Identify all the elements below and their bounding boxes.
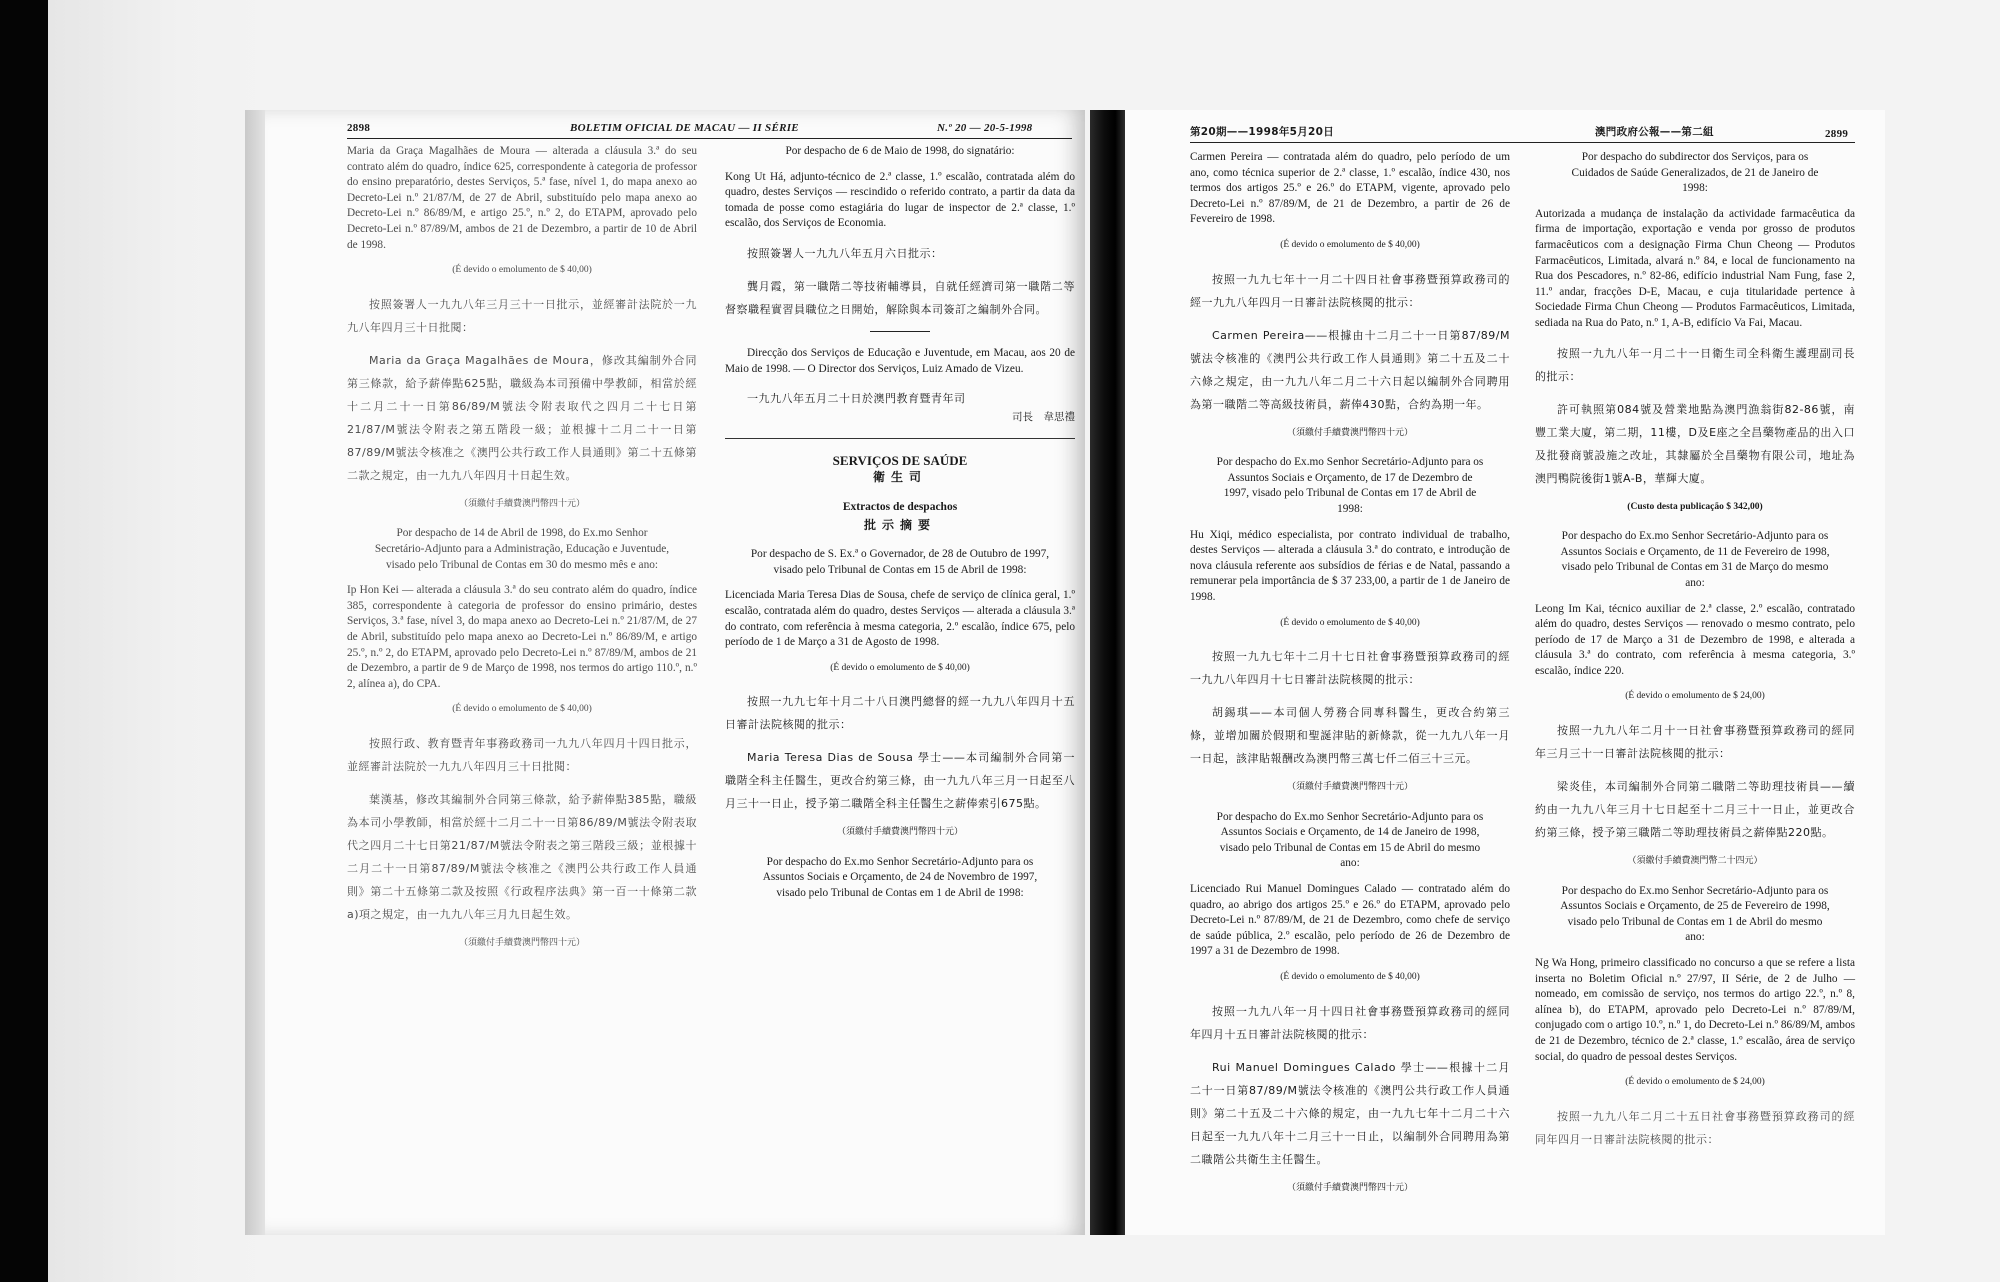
section-title: SERVIÇOS DE SAÚDE xyxy=(832,452,968,468)
header-rule xyxy=(347,138,1072,139)
paragraph-zh: Carmen Pereira——根據由十二月二十一日第87/89/M號法令核准的《澳門公共行政工作人員通則》第二十五及二十六條之規定，由一九九八年二月二十六日起以編制外合同聘用為第一職階二等高級技術員，薪俸430點，合約為期一年。 xyxy=(1190,328,1510,411)
fee-note-zh: （須繳付手續費澳門幣四十元） xyxy=(1286,1182,1413,1193)
journal-title-zh: 澳門政府公報——第二組 xyxy=(1595,126,1714,138)
signoff: Direcção dos Serviços de Educação e Juventude, em Macau, aos 20 de Maio de 1998. — O Director dos Serviços, Luiz Amado de Vizeu. xyxy=(725,346,1075,375)
paragraph-zh: Maria da Graça Magalhães de Moura，修改其編制外合同第三條款，給予薪俸點625點，職級為本司預備中學教師，相當於經十二月二十一日第86/89/M號法令附表取代之四月二十七日第21/87/M號法令附表之第五階段一級；並根據十二月二十一日第87/89/M號法令核准之《澳門公共行政工作人員通則》第二十五條第二款之規定，由一九九八年四月十日起生效。 xyxy=(347,353,697,482)
despacho-head: Por despacho de S. Ex.ª o Governador, de 28 de Outubro de 1997, visado pelo Tribunal de Contas em 15 de Abril de 1998: xyxy=(750,548,1050,576)
paragraph-zh: 按照一九九八年二月十一日社會事務暨預算政務司的經同年三月三十一日審計法院核閱的批示： xyxy=(1535,724,1855,761)
page-number-right: 2899 xyxy=(1825,128,1849,140)
paragraph-zh: 葉漢基，修改其編制外合同第三條款，給予薪俸點385點，職級為本司小學教師，相當於經十二月二十一日第86/89/M號法令附表取代之四月二十七日第21/87/M號法令附表之第三階段三級；並根據十二月二十一日第87/89/M號法令核准之《澳門公共行政工作人員通則》第二十五條第二款及按照《行政程序法典》第一百一十條第二款a)項之規定，由一九九八年三月九日起生效。 xyxy=(347,792,697,921)
left-column-2 xyxy=(725,144,1075,912)
right-page xyxy=(1125,110,1885,1235)
paragraph: Autorizada a mudança de instalação da actividade farmacêutica da firma de importação, exportação e venda por grosso de produtos farmacêuticos com a designação Firma Chun Cheong — Produtos Farmacêuticos, Limitada, alvará n.º 84, e local de funcionamento na Rua dos Pescadores, n.º 82-86, edifício industrial Nam Fung, fase 2, 11.º andar, fracções D-E, Macau, e cuja titularidade pertence à Sociedade Firma Chun Cheong — Produtos Farmacêuticos, Limitada, sediada na Rua do Pato, n.º 1, A-B, edifício Va Fai, Macau. xyxy=(1535,207,1855,329)
right-column-2 xyxy=(1535,150,1855,1161)
fee-note-zh: （須繳付手續費澳門幣二十四元） xyxy=(1627,856,1763,867)
fee-note: (É devido o emolumento de $ 40,00) xyxy=(452,265,592,276)
fee-note: (É devido o emolumento de $ 40,00) xyxy=(830,662,970,673)
issue-header-zh: 第20期——1998年5月20日 xyxy=(1190,126,1335,138)
fee-note: (É devido o emolumento de $ 40,00) xyxy=(1280,972,1420,983)
despacho-head: Por despacho do Ex.mo Senhor Secretário-Adjunto para os Assuntos Sociais e Orçamento, de 14 de Janeiro de 1998, visado pelo Tribunal de Contas em 15 de Abril do mesmo ano: xyxy=(1216,810,1484,870)
despacho-head: Por despacho de 6 de Maio de 1998, do signatário: xyxy=(785,145,1015,157)
paragraph-zh: Rui Manuel Domingues Calado 學士——根據十二月二十一日第87/89/M號法令核准的《澳門公共行政工作人員通則》第二十五及二十六條的規定，由一九九七年十二月二十六日起至一九九八年十二月三十一日止，以編制外合同聘用為第二職階公共衛生主任醫生。 xyxy=(1190,1060,1510,1166)
paragraph-zh: 胡錫琪——本司個人勞務合同專科醫生，更改合約第三條，並增加關於假期和聖誕津貼的新條款，從一九九八年一月一日起，該津貼報酬改為澳門幣三萬七仟二佰三十三元。 xyxy=(1190,706,1510,766)
fee-note-zh: （須繳付手續費澳門幣四十元） xyxy=(1286,782,1413,793)
paragraph: Ng Wa Hong, primeiro classificado no concurso a que se refere a lista inserta no Boletim Oficial n.º 27/97, II Série, de 2 de Julho — nomeado, em comissão de serviço, nos termos do artigo 22.º, n.º 8, alínea b), do ETAPM, aprovado pelo Decreto-Lei n.º 87/89/M, conjugado com o artigo 10.º, n.º 1, do Decreto-Lei n.º 86/89/M, ambos de 21 de Dezembro, técnico de 2.ª classe, 1.º escalão, área de serviço social, do quadro de pessoal destes Serviços. xyxy=(1535,957,1855,1063)
despacho-head: Por despacho de 14 de Abril de 1998, do Ex.mo Senhor Secretário-Adjunto para a Administração, Educação e Juventude, visado pelo Tribunal de Contas em 30 do mesmo mês e ano: xyxy=(374,527,670,571)
page-number-left: 2898 xyxy=(347,122,371,134)
paragraph: Ip Hon Kei — alterada a cláusula 3.ª do seu contrato além do quadro, índice 385, correspondente à categoria de professor do ensino primário, destes Serviços, 3.ª fase, nível 3, do mapa anexo ao Decreto-Lei n.º 21/87/M, de 27 de Abril, substituído pelo mapa anexo ao Decreto-Lei n.º 86/89/M, e artigo 25.º, n.º 2, do ETAPM, aprovado pelo Decreto-Lei n.º 87/89/M, ambos de 21 de Dezembro, a partir de 9 de Março de 1998, nos termos do artigo 110.º, n.º 2, alínea a), do CPA. xyxy=(347,584,697,690)
fee-note: (É devido o emolumento de $ 24,00) xyxy=(1625,691,1765,702)
fee-note-zh: （須繳付手續費澳門幣四十元） xyxy=(458,937,585,948)
paragraph-zh: 按照一九九八年一月十四日社會事務暨預算政務司的經同年四月十五日審計法院核閱的批示： xyxy=(1190,1004,1510,1041)
divider xyxy=(870,331,930,332)
paragraph: Carmen Pereira — contratada além do quadro, pelo período de um ano, como técnica superior de 2.ª classe, 1.º escalão, índice 430, nos termos dos artigos 25.º e 26.º do ETAPM, vigente, aprovado pelo Decreto-Lei n.º 87/89/M, de 21 de Dezembro, a partir de 26 de Fevereiro de 1998. xyxy=(1190,151,1510,226)
paragraph-zh: 按照簽署人一九九八年五月六日批示： xyxy=(747,246,943,260)
fee-note: (É devido o emolumento de $ 40,00) xyxy=(1280,617,1420,628)
fee-note-zh: （須繳付手續費澳門幣四十元） xyxy=(458,498,585,509)
section-title-zh: 衛生司 xyxy=(872,470,927,485)
paragraph-zh: 按照一九九八年一月二十一日衛生司全科衛生護理副司長的批示： xyxy=(1535,346,1855,383)
despacho-head: Por despacho do subdirector dos Serviços, para os Cuidados de Saúde Generalizados, de 21 de Janeiro de 1998: xyxy=(1571,151,1819,195)
left-page xyxy=(265,110,1085,1235)
publication-cost: (Custo desta publicação $ 342,00) xyxy=(1627,501,1763,512)
paragraph: Hu Xiqi, médico especialista, por contrato individual de trabalho, destes Serviços — alterada a cláusula 3.ª do contrato, e introdução de nova cláusula referente aos subsídios de férias e de Natal, passando a remunerar pela importância de $ 37 233,00, a partir de 1 de Janeiro de 1998. xyxy=(1190,528,1510,603)
section-divider xyxy=(725,438,1075,439)
despacho-head: Por despacho do Ex.mo Senhor Secretário-Adjunto para os Assuntos Sociais e Orçamento, de 24 de Novembro de 1997, visado pelo Tribunal de Contas em 1 de Abril de 1998: xyxy=(762,855,1038,900)
left-column-1 xyxy=(347,144,697,965)
paragraph-zh: 許可執照第084號及營業地點為澳門漁翁街82-86號，南豐工業大廈，第二期，11樓，D及E座之全昌藥物產品的出入口及批發商號設施之改址，其隸屬於全昌藥物有限公司，地址為澳門鴨院後街1號A-B，華輝大廈。 xyxy=(1535,402,1855,485)
section-subtitle: Extractos de despachos xyxy=(842,500,958,513)
fee-note: (É devido o emolumento de $ 40,00) xyxy=(1280,239,1420,250)
paragraph: Licenciada Maria Teresa Dias de Sousa, chefe de serviço de clínica geral, 1.º escalão, contratada além do quadro, destes Serviços — alterada a cláusula 3.ª do contrato, com referência à mesma categoria, 2.º escalão, índice 675, pelo período de 1 de Março a 31 de Agosto de 1998. xyxy=(725,589,1075,649)
signoff-zh: 一九九八年五月二十日於澳門教育暨青年司 xyxy=(747,392,966,406)
fee-note-zh: （須繳付手續費澳門幣四十元） xyxy=(836,827,963,838)
despacho-head: Por despacho do Ex.mo Senhor Secretário-Adjunto para os Assuntos Sociais e Orçamento, de 25 de Fevereiro de 1998, visado pelo Tribunal de Contas em 1 de Abril do mesmo ano: xyxy=(1560,884,1830,944)
paragraph-zh: 按照一九九七年十二月十七日社會事務暨預算政務司的經一九九八年四月十七日審計法院核閱的批示： xyxy=(1190,650,1510,687)
paragraph-zh: 按照一九九八年二月二十五日社會事務暨預算政務司的經同年四月一日審計法院核閱的批示： xyxy=(1535,1109,1855,1146)
fee-note-zh: （須繳付手續費澳門幣四十元） xyxy=(1286,427,1413,438)
issue-number: N.º 20 — 20-5-1998 xyxy=(937,122,1033,134)
paragraph-zh: 梁炎佳，本司編制外合同第二職階二等助理技術員——續約由一九九八年三月十七日起至十二月三十一日止，並更改合約第三條，授予第三職階二等助理技術員之薪俸點220點。 xyxy=(1535,780,1855,840)
paragraph: Kong Ut Há, adjunto-técnico de 2.ª classe, 1.º escalão, contratada além do quadro, destes Serviços — rescindido o referido contrato, a partir da data da tomada de posse como estagiária do lugar de inspector de 2.ª classe, 1.º escalão, dos Serviços de Economia. xyxy=(725,170,1075,230)
director-signature: 司長 韋思禮 xyxy=(1012,411,1075,424)
paragraph-zh: 按照一九九七年十一月二十四日社會事務暨預算政務司的經一九九八年四月一日審計法院核閱的批示： xyxy=(1190,272,1510,309)
paragraph: Leong Im Kai, técnico auxiliar de 2.ª classe, 2.º escalão, contratado além do quadro, destes Serviços — renovado o mesmo contrato, pelo período de 17 de Março a 31 de Dezembro de 1998, e alterada a cláusula 3.ª do contrato, com referência à mesma categoria, 3.º escalão, índice 220. xyxy=(1535,602,1855,677)
paragraph-zh: 龔月霞，第一職階二等技術輔導員，自就任經濟司第一職階二等督察職程實習員職位之日開始，解除與本司簽訂之編制外合同。 xyxy=(725,279,1075,316)
scan-dark-edge xyxy=(0,0,48,1282)
fee-note: (É devido o emolumento de $ 40,00) xyxy=(452,704,592,715)
paragraph-zh: Maria Teresa Dias de Sousa 學士——本司編制外合同第一職階全科主任醫生，更改合約第三條，由一九九八年三月一日起至八月三十一日止，授予第二職階全科主任醫生之薪俸索引675點。 xyxy=(725,751,1075,811)
right-column-1 xyxy=(1190,150,1510,1210)
despacho-head: Por despacho do Ex.mo Senhor Secretário-Adjunto para os Assuntos Sociais e Orçamento, de 17 de Dezembro de 1997, visado pelo Tribunal de Contas em 17 de Abril de 1998: xyxy=(1216,456,1484,515)
section-subtitle-zh: 批示摘要 xyxy=(863,517,936,532)
journal-title: BOLETIM OFICIAL DE MACAU — II SÉRIE xyxy=(570,122,799,134)
scan-margin xyxy=(48,0,268,1282)
book-spine xyxy=(1090,110,1126,1235)
paragraph-zh: 按照行政、教育暨青年事務政務司一九九八年四月十四日批示，並經審計法院於一九九八年四月三十日批閱： xyxy=(347,736,697,773)
paragraph: Maria da Graça Magalhães de Moura — alterada a cláusula 3.ª do seu contrato além do quadro, índice 625, correspondente à categoria de professor do ensino preparatório, destes Serviços, 5.ª fase, nível 1, do mapa anexo ao Decreto-Lei n.º 21/87/M, de 27 de Abril, substituído pelo mapa anexo ao Decreto-Lei n.º 86/89/M, e artigo 25.º, n.º 2, do ETAPM, aprovado pelo Decreto-Lei n.º 87/89/M, ambos de 21 de Dezembro, a partir de 10 de Abril de 1998. xyxy=(347,145,697,251)
despacho-head: Por despacho do Ex.mo Senhor Secretário-Adjunto para os Assuntos Sociais e Orçamento, de 11 de Fevereiro de 1998, visado pelo Tribunal de Contas em 31 de Março do mesmo ano: xyxy=(1560,530,1830,589)
fee-note: (É devido o emolumento de $ 24,00) xyxy=(1625,1077,1765,1088)
paragraph: Licenciado Rui Manuel Domingues Calado — contratado além do quadro, ao abrigo dos artigos 25.º e 26.º do ETAPM, aprovado pelo Decreto-Lei n.º 87/89/M, de 21 de Dezembro, como chefe de serviço de saúde pública, 2.º escalão, pelo período de 26 de Dezembro de 1997 a 31 de Dezembro de 1998. xyxy=(1190,883,1510,958)
header-rule xyxy=(1190,142,1855,143)
paragraph-zh: 按照一九九七年十月二十八日澳門總督的經一九九八年四月十五日審計法院核閱的批示： xyxy=(725,695,1075,732)
paragraph-zh: 按照簽署人一九九八年三月三十一日批示，並經審計法院於一九九八年四月三十日批閱： xyxy=(347,297,697,334)
